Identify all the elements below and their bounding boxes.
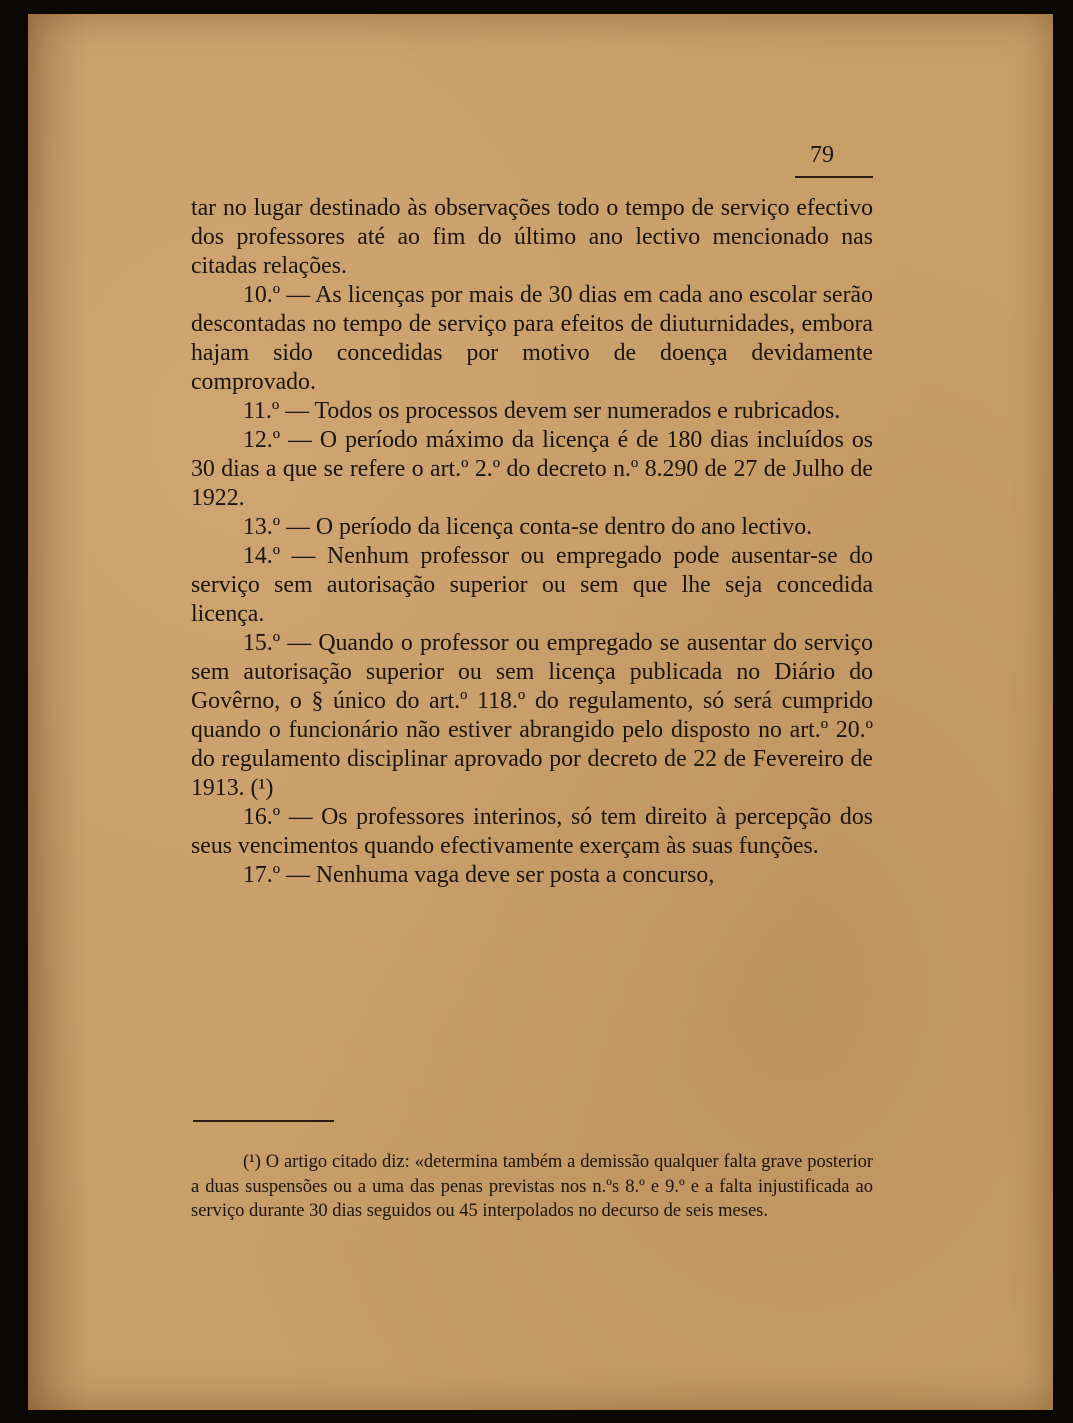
footnote-rule xyxy=(193,1120,334,1122)
paragraph-article-10: 10.º — As licenças por mais de 30 dias em cada ano escolar serão descontadas no tempo de serviço para efeitos de diuturnidades, embora hajam sido concedidas por motivo de doença devidamente comprovado. xyxy=(191,282,873,395)
footnote xyxy=(191,1150,873,1224)
paragraph-continuation: tar no lugar destinado às observações todo o tempo de serviço efectivo dos professores até ao fim do último ano lectivo mencionado nas citadas relações. xyxy=(191,195,873,279)
paragraph-article-15: 15.º — Quando o professor ou empregado se ausentar do serviço sem autorisação superior ou sem licença publicada no Diário do Govêrno, o § único do art.º 118.º do regulamento, só será cumprido quando o funcionário não estiver abrangido pelo disposto no art.º 20.º do regulamento disciplinar aprovado por decreto de 22 de Fevereiro de 1913. (¹) xyxy=(191,630,873,801)
paragraph-article-14: 14.º — Nenhum professor ou empregado pode ausentar-se do serviço sem autorisação superior ou sem que lhe seja concedida licença. xyxy=(191,543,873,627)
main-text xyxy=(191,194,873,890)
paragraph-article-16: 16.º — Os professores interinos, só tem direito à percepção dos seus vencimentos quando efectivamente exerçam às suas funções. xyxy=(191,804,873,859)
page-number: 79 xyxy=(810,142,834,168)
paragraph-article-11: 11.º — Todos os processos devem ser numerados e rubricados. xyxy=(243,398,841,424)
paragraph-article-13: 13.º — O período da licença conta-se dentro do ano lectivo. xyxy=(243,514,813,540)
footnote-text: (¹) O artigo citado diz: «determina também a demissão qualquer falta grave posterior a duas suspensões ou a uma das penas previstas nos n.ºs 8.º e 9.º e a falta injustificada ao serviço durante 30 dias seguidos ou 45 interpolados no decurso de seis meses. xyxy=(191,1152,873,1221)
paragraph-article-12: 12.º — O período máximo da licença é de 180 dias incluídos os 30 dias a que se refere o art.º 2.º do decreto n.º 8.290 de 27 de Julho de 1922. xyxy=(191,427,873,511)
header-rule xyxy=(795,176,873,178)
paragraph-article-17: 17.º — Nenhuma vaga deve ser posta a concurso, xyxy=(243,862,715,888)
